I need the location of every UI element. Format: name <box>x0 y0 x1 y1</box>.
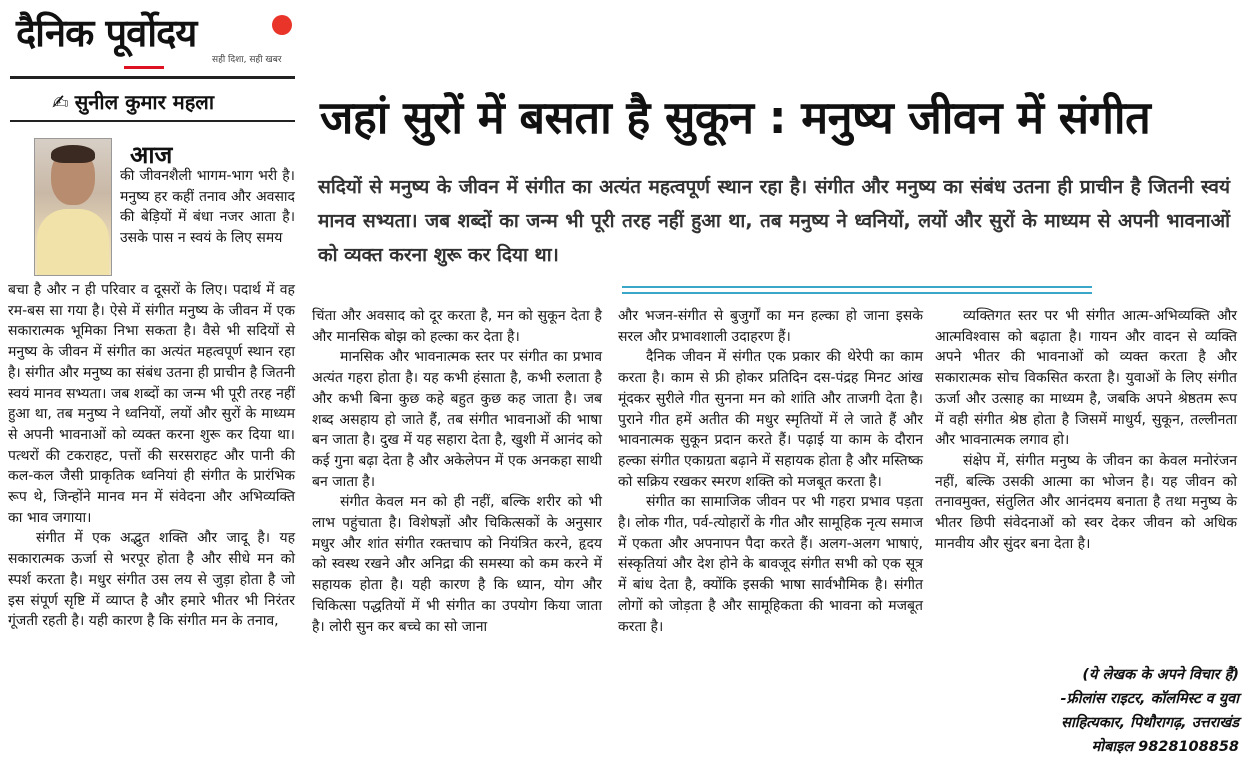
headline: जहां सुरों में बसता है सुकून : मनुष्य जीवन में संगीत <box>320 91 1151 144</box>
paragraph: मानसिक और भावनात्मक स्तर पर संगीत का प्रभाव अत्यंत गहरा होता है। यह कभी हंसाता है, कभी रुलाता है और कभी बिना कुछ कहे बहुत कुछ कह जाता है। जब शब्द असहाय हो जाते हैं, तब संगीत भावनाओं की भाषा बन जाता है। दुख में यह सहारा देता है, खुशी में आनंद को कई गुना बढ़ा देता है और अकेलेपन में एक अनकहा साथी बन जाता है। <box>312 349 602 490</box>
paragraph: दैनिक जीवन में संगीत एक प्रकार की थेरेपी का काम करता है। काम से फ्री होकर प्रतिदिन दस-पंद्रह मिनट आंख मूंदकर सुरीले गीत सुनना मन को शांति और ताजगी देता है। पुराने गीत हमें अतीत की मधुर स्मृतियों में ले जाते हैं और भावनात्मक सुकून प्रदान करते हैं। पढ़ाई या काम के दौरान हल्का संगीत एकाग्रता बढ़ाने में सहायक होता है और मस्तिष्क को सक्रिय रखकर स्मरण शक्ति को मजबूत करता है। <box>618 349 923 490</box>
masthead-divider <box>10 76 295 79</box>
paragraph: चिंता और अवसाद को दूर करता है, मन को सुकून देता है और मानसिक बोझ को हल्का कर देता है। <box>312 308 602 345</box>
col3-text <box>618 306 923 637</box>
pen-icon: ✍ <box>52 89 69 114</box>
col2-text <box>312 306 602 637</box>
paragraph: संक्षेप में, संगीत मनुष्य के जीवन का केवल मनोरंजन नहीं, बल्कि उसकी आत्मा का भोजन है। यह जीवन को तनावमुक्त, संतुलित और आनंदमय बनाता है तथा मनुष्य के भीतर छिपी संवेदनाओं को स्वर देकर जीवन को अधिक मानवीय और सुंदर बना देता है। <box>935 452 1237 552</box>
byline <box>52 88 282 115</box>
deck-rule-bottom <box>622 292 1092 294</box>
author-phone: मोबाइल 9828108858 <box>1091 739 1239 755</box>
author-photo <box>34 138 112 276</box>
paragraph: और भजन-संगीत से बुजुर्गों का मन हल्का हो जाना इसके सरल और प्रभावशाली उदाहरण हैं। <box>618 308 923 345</box>
paragraph: व्यक्तिगत स्तर पर भी संगीत आत्म-अभिव्यक्ति और आत्मविश्वास को बढ़ाता है। गायन और वादन से व्यक्ति अपने भीतर की भावनाओं को व्यक्त करता है और सकारात्मक सोच विकसित करता है। युवाओं के लिए संगीत ऊर्जा और उत्साह का माध्यम है, जबकि अपने श्रेष्ठतम रूप में वही संगीत श्रेष्ठ होता है जिसमें माधुर्य, सुकून, तल्लीनता और भावनात्मक लगाव हो। <box>935 308 1237 449</box>
newspaper-logo: दैनिक पूर्वोदय <box>16 11 197 55</box>
col4-text <box>935 306 1237 554</box>
author-disclaimer: (ये लेखक के अपने विचार हैं) <box>1082 667 1239 683</box>
dropcap: आज <box>130 141 173 169</box>
masthead <box>14 6 294 72</box>
paragraph: की जीवनशैली भागम-भाग भरी है। मनुष्य हर कहीं तनाव और अवसाद की बेड़ियों में बंधा नजर आता है। उसके पास न स्वयं के लिए समय <box>120 168 295 247</box>
author-bio-line-2: साहित्यकार, पिथौरागढ़, उत्तराखंड <box>1061 715 1239 731</box>
masthead-tagline: सही दिशा, सही खबर <box>212 55 282 65</box>
paragraph: संगीत में एक अद्भुत शक्ति और जादू है। यह सकारात्मक ऊर्जा से भरपूर होता है और सीधे मन को स्पर्श करता है। मधुर संगीत उस लय से जुड़ा होता है जो इस संपूर्ण सृष्टि में व्याप्त है और हमारे भीतर भी निरंतर गूंजती रहती है। यही कारण है कि संगीत मन के तनाव, <box>8 530 295 630</box>
masthead-accent-bar <box>124 66 164 69</box>
col1-text <box>8 280 295 632</box>
byline-divider <box>10 120 295 122</box>
paragraph: संगीत का सामाजिक जीवन पर भी गहरा प्रभाव पड़ता है। लोक गीत, पर्व-त्योहारों के गीत और सामूहिक नृत्य समाज में एकता और अपनापन पैदा करते हैं। अलग-अलग भाषाएं, संस्कृतियां और देश होने के बावजूद संगीत सभी को एक सूत्र में बांध देता है, क्योंकि इसकी भाषा सार्वभौमिक है। संगीत लोगों को जोड़ता है और सामूहिकता की भावना को मजबूत करता है। <box>618 494 923 635</box>
deck: सदियों से मनुष्य के जीवन में संगीत का अत्यंत महत्वपूर्ण स्थान रहा है। संगीत और मनुष्य का संबंध उतना ही प्राचीन है जितनी स्वयं मानव सभ्यता। जब शब्दों का जन्म भी पूरी तरह नहीं हुआ था, तब मनुष्य ने ध्वनियों, लयों और सुरों के माध्यम से अपनी भावनाओं को व्यक्त करना शुरू कर दिया था। <box>318 176 1230 266</box>
logo-dot-icon <box>272 15 292 35</box>
paragraph: बचा है और न ही परिवार व दूसरों के लिए। पदार्थ में वह रम-बस सा गया है। ऐसे में संगीत मनुष्य के जीवन में एक सकारात्मक भूमिका निभा सकता है। वैसे भी सदियों से मनुष्य के जीवन में संगीत का अत्यंत महत्वपूर्ण स्थान रहा है। संगीत और मनुष्य का संबंध उतना ही प्राचीन है जितनी स्वयं मानव सभ्यता। जब शब्दों का जन्म भी पूरी तरह नहीं हुआ था, तब मनुष्य ने ध्वनियों, लयों और सुरों के माध्यम से अपनी भावनाओं को व्यक्त करना शुरू कर दिया था। पत्थरों की टकराहट, पत्तों की सरसराहट और पानी की कल-कल जैसी प्राकृतिक ध्वनियां ही संगीत के प्रारंभिक रूप थे, जिन्होंने मानव मन में संवेदना और अभिव्यक्ति का भाव जगाया। <box>8 282 295 526</box>
author-bio-line-1: -फ्रीलांस राइटर, कॉलमिस्ट व युवा <box>1060 691 1239 707</box>
col1-beside-photo <box>120 166 295 249</box>
author-name: सुनील कुमार महला <box>74 90 215 114</box>
deck-rule-top <box>622 286 1092 288</box>
paragraph: संगीत केवल मन को ही नहीं, बल्कि शरीर को भी लाभ पहुंचाता है। विशेषज्ञों और चिकित्सकों के अनुसार मधुर और शांत संगीत रक्तचाप को नियंत्रित करने, हृदय को स्वस्थ रखने और अनिद्रा की समस्या को कम करने में सहायक होता है। यही कारण है कि ध्यान, योग और चिकित्सा पद्धतियों में भी संगीत का उपयोग किया जाता है। लोरी सुन कर बच्चे का सो जाना <box>312 494 602 635</box>
